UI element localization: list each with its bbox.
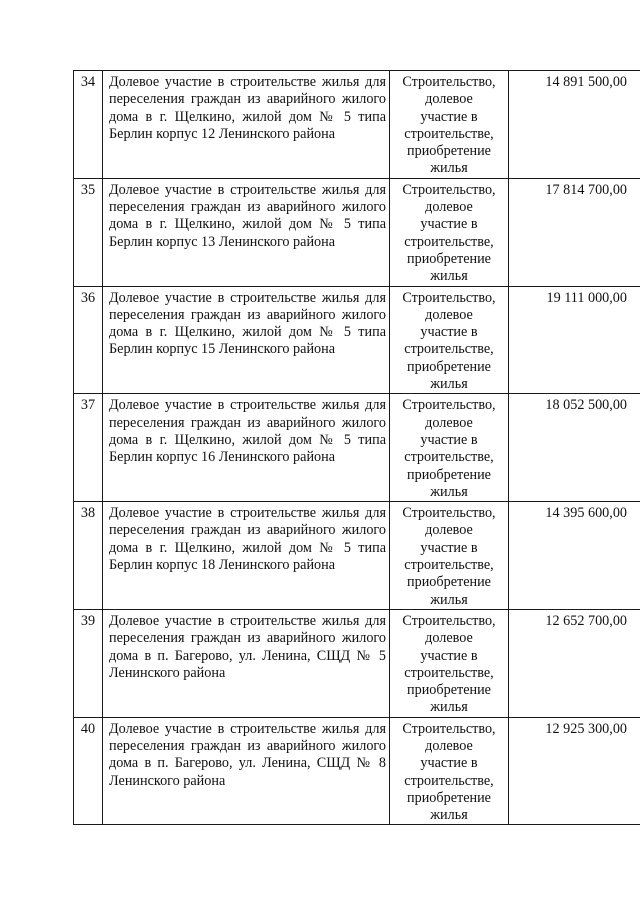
table-row (74, 394, 640, 502)
row-description: Долевое участие в строительстве жилья для переселения граждан из аварийного жилого дома в п. Багерово, ул. Ленина, СЩД № 5 Ленинского района (103, 609, 390, 717)
table-row (74, 609, 640, 717)
row-description: Долевое участие в строительстве жилья для переселения граждан из аварийного жилого дома в г. Щелкино, жилой дом № 5 типа Берлин корпус 16 Ленинского района (103, 394, 390, 502)
table-row (74, 178, 640, 286)
row-number: 40 (74, 717, 103, 825)
table-row (74, 717, 640, 825)
row-amount: 19 111 000,00 (509, 286, 640, 394)
row-number: 39 (74, 609, 103, 717)
row-description: Долевое участие в строительстве жилья для переселения граждан из аварийного жилого дома в г. Щелкино, жилой дом № 5 типа Берлин корпус 15 Ленинского района (103, 286, 390, 394)
row-type: Строительство, долевое участие в строительстве, приобретение жилья (390, 71, 509, 179)
row-number: 36 (74, 286, 103, 394)
row-amount: 17 814 700,00 (509, 178, 640, 286)
row-amount: 14 891 500,00 (509, 71, 640, 179)
row-amount: 18 052 500,00 (509, 394, 640, 502)
table-row (74, 71, 640, 179)
row-type: Строительство, долевое участие в строительстве, приобретение жилья (390, 394, 509, 502)
row-number: 34 (74, 71, 103, 179)
row-amount: 14 395 600,00 (509, 502, 640, 610)
row-type: Строительство, долевое участие в строительстве, приобретение жилья (390, 717, 509, 825)
row-description: Долевое участие в строительстве жилья для переселения граждан из аварийного жилого дома в г. Щелкино, жилой дом № 5 типа Берлин корпус 13 Ленинского района (103, 178, 390, 286)
row-description: Долевое участие в строительстве жилья для переселения граждан из аварийного жилого дома в п. Багерово, ул. Ленина, СЩД № 8 Ленинского района (103, 717, 390, 825)
row-amount: 12 925 300,00 (509, 717, 640, 825)
row-description: Долевое участие в строительстве жилья для переселения граждан из аварийного жилого дома в г. Щелкино, жилой дом № 5 типа Берлин корпус 12 Ленинского района (103, 71, 390, 179)
housing-program-table (73, 70, 640, 825)
row-type: Строительство, долевое участие в строительстве, приобретение жилья (390, 178, 509, 286)
row-type: Строительство, долевое участие в строительстве, приобретение жилья (390, 502, 509, 610)
row-number: 38 (74, 502, 103, 610)
table-row (74, 286, 640, 394)
row-type: Строительство, долевое участие в строительстве, приобретение жилья (390, 609, 509, 717)
row-description: Долевое участие в строительстве жилья для переселения граждан из аварийного жилого дома в г. Щелкино, жилой дом № 5 типа Берлин корпус 18 Ленинского района (103, 502, 390, 610)
table-row (74, 502, 640, 610)
row-type: Строительство, долевое участие в строительстве, приобретение жилья (390, 286, 509, 394)
row-amount: 12 652 700,00 (509, 609, 640, 717)
row-number: 37 (74, 394, 103, 502)
row-number: 35 (74, 178, 103, 286)
